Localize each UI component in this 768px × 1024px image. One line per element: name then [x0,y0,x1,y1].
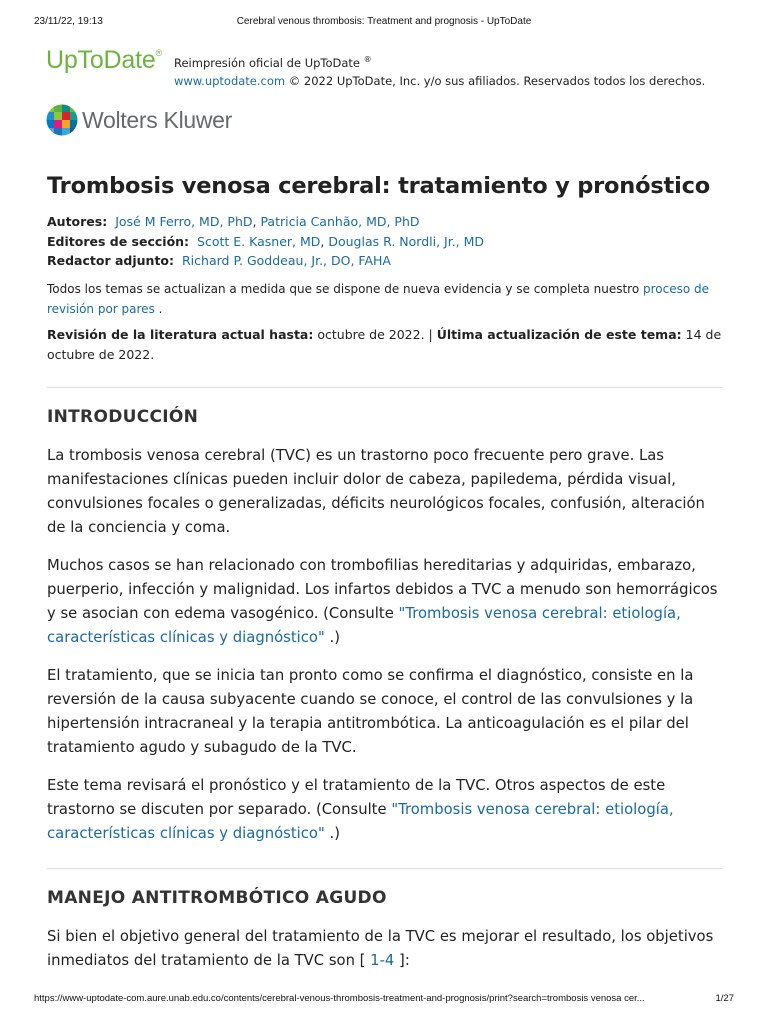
paragraph-end: .) [329,824,340,842]
print-page-title: Cerebral venous thrombosis: Treatment and prognosis - UpToDate [236,16,532,27]
editor-link[interactable]: Scott E. Kasner, MD [197,233,321,249]
print-url: https://www-uptodate-com.aure.unab.edu.co/contents/cerebral-venous-thrombosis-treatment-and-prognosis/print?search=trombosis venosa cer... [34,993,645,1004]
updated-value: 14 de octubre de 2022. [47,326,722,362]
deputy-editor-link[interactable]: Richard P. Goddeau, Jr., DO, FAHA [182,253,391,268]
paragraph-end: .) [329,628,340,646]
topic-link-etiology[interactable]: "Trombosis venosa cerebral: etiología, características clínicas y diagnóstico" [47,800,674,842]
section-heading-introduction: INTRODUCCIÓN [47,406,199,427]
update-notice-end: . [158,301,163,316]
article-meta [47,212,723,271]
paragraph: La trombosis venosa cerebral (TVC) es un trastorno poco frecuente pero grave. Las manifestaciones clínicas pueden incluir dolor de cabeza, papiledema, pérdida visual, convulsiones focales o generalizadas, déficits neurológicos focales, confusión, alteración de la conciencia y coma. [47,446,705,536]
uptodate-logo-mark: ® [155,48,163,58]
authors-label: Autores: [47,214,108,229]
review-dates [47,325,723,365]
print-footer [34,993,734,1007]
review-value: octubre de 2022. [317,326,425,342]
print-header [34,16,734,30]
paragraph: El tratamiento, que se inicia tan pronto como se confirma el diagnóstico, consiste en la reversión de la causa subyacente cuando se conoce, el control de las convulsiones y la hipertensión intracraneal y la terapia antitrombótica. La anticoagulación es el pilar del tratamiento agudo y subagudo de la TVC. [47,666,694,756]
print-datetime: 23/11/22, 19:13 [34,16,103,27]
divider [47,387,723,388]
update-notice-text: Todos los temas se actualizan a medida que se dispone de nueva evidencia y se completa nuestro [47,281,640,296]
author-link[interactable]: Patricia Canhão, MD, PhD [260,214,420,229]
print-page-number: 1/27 [715,993,734,1004]
wolters-kluwer-logo-icon [46,104,78,136]
reprint-mark: ® [363,55,372,64]
reprint-notice [174,51,705,90]
editors-label: Editores de sección: [47,233,190,249]
wolters-kluwer-text: Wolters Kluwer [82,106,233,133]
update-notice [47,279,723,319]
deputy-editor-label: Redactor adjunto: [47,253,175,268]
wolters-kluwer-logo [46,104,232,136]
separator: | [428,326,433,342]
paragraph [47,774,723,846]
updated-label: Última actualización de este tema: [436,326,682,342]
review-label: Revisión de la literatura actual hasta: [47,326,314,342]
paragraph-text: Este tema revisará el pronóstico y el tratamiento de la TVC. Otros aspectos de este trastorno se discuten por separado. (Consulte [47,776,666,818]
deputy-editor-row [47,251,723,271]
uptodate-logo-text: UpToDate [46,46,156,74]
reference-link[interactable]: 1-4 [370,951,395,969]
peer-review-link[interactable]: proceso de revisión por pares [47,281,710,316]
uptodate-logo [46,46,162,75]
article [47,168,723,973]
topic-link-etiology[interactable]: "Trombosis venosa cerebral: etiología, características clínicas y diagnóstico" [47,604,681,646]
paragraph [47,554,723,650]
editor-link[interactable]: Douglas R. Nordli, Jr., MD [328,233,485,249]
uptodate-site-link[interactable]: www.uptodate.com [174,73,286,88]
author-link[interactable]: José M Ferro, MD, PhD [115,214,253,229]
paragraph-text: Muchos casos se han relacionado con trombofilias hereditarias y adquiridas, embarazo, puerperio, infección y malignidad. Los infartos debidos a TVC a menudo son hemorrágicos y se asocian con edema vasogénico. (Consulte [47,556,718,622]
section-heading-acute-management: MANEJO ANTITROMBÓTICO AGUDO [47,887,387,908]
paragraph-end: ]: [399,951,410,969]
copyright-text: © 2022 UpToDate, Inc. y/o sus afiliados. Reservados todos los derechos. [288,73,706,88]
authors-row: Autores: José M Ferro, MD, PhD, Patricia Canhão, MD, PhD [47,214,420,229]
reprint-line: Reimpresión oficial de UpToDate [174,55,360,70]
editors-row: Editores de sección: Scott E. Kasner, MD, Douglas R. Nordli, Jr., MD [47,233,485,249]
article-title: Trombosis venosa cerebral: tratamiento y pronóstico [47,173,711,199]
paragraph [47,925,723,973]
paragraph-text: Si bien el objetivo general del tratamiento de la TVC es mejorar el resultado, los objetivos inmediatos del tratamiento de la TVC son [ [47,927,714,969]
divider [47,868,723,869]
